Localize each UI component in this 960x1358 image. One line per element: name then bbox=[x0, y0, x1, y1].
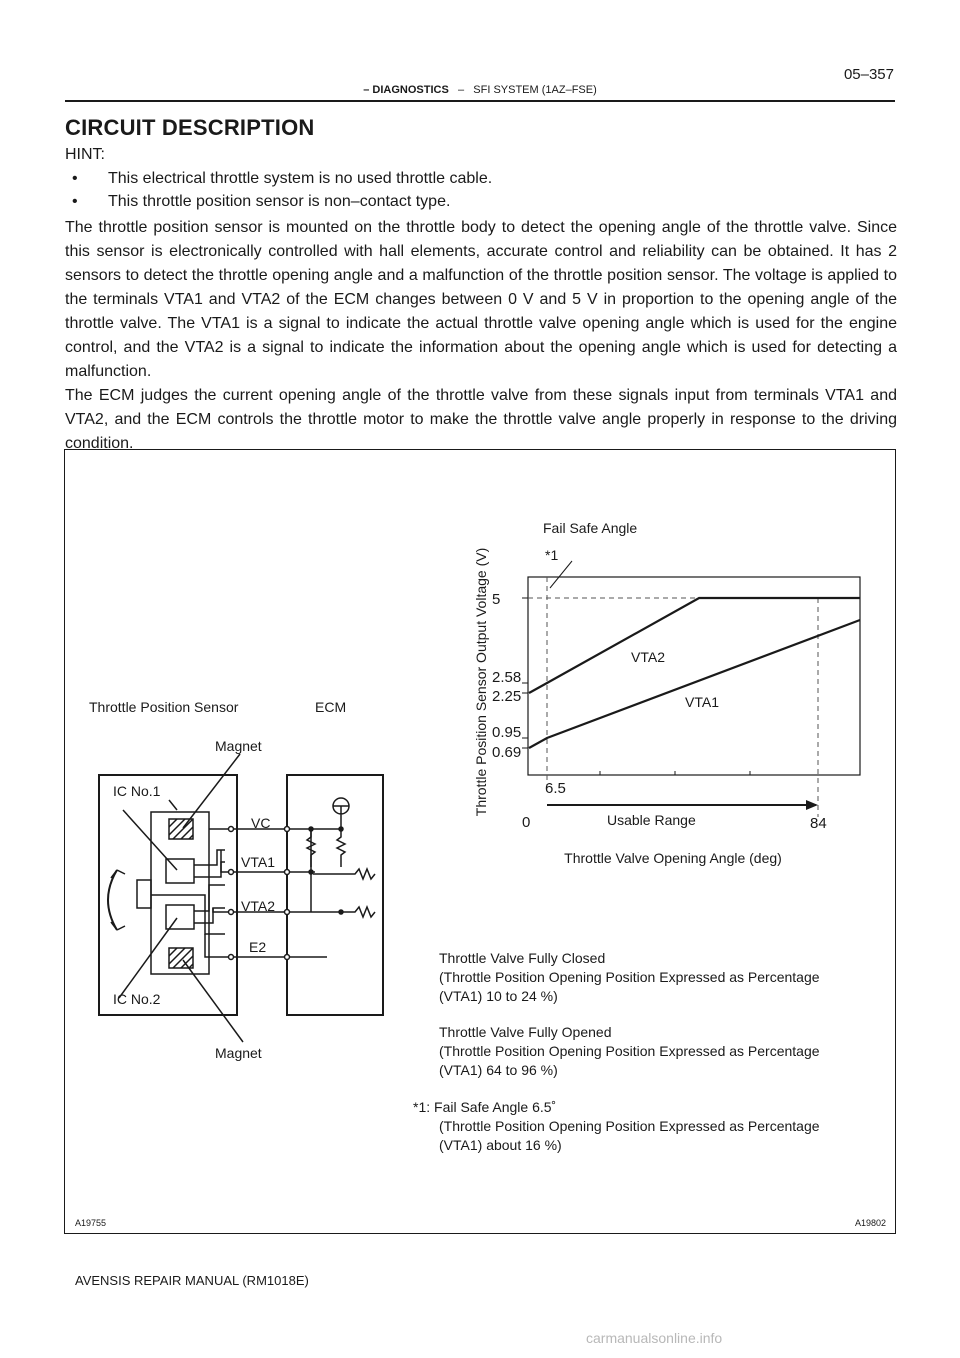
fail-safe-label: Fail Safe Angle bbox=[543, 520, 638, 536]
bullet-icon: • bbox=[72, 193, 78, 210]
series-line-vta1 bbox=[529, 620, 860, 748]
hint-item bbox=[72, 170, 492, 188]
fail-safe-mark: *1 bbox=[545, 547, 559, 563]
magnet-bottom-label: Magnet bbox=[215, 1045, 262, 1061]
note-fail-line1: (Throttle Position Opening Position Expressed as Percentage bbox=[439, 1118, 820, 1134]
section-title: CIRCUIT DESCRIPTION bbox=[65, 115, 315, 140]
y-tick-label: 2.58 bbox=[492, 669, 522, 686]
figure-canvas bbox=[65, 450, 895, 1233]
series-line-vta2 bbox=[529, 598, 860, 693]
shaft bbox=[137, 880, 151, 908]
x-tick-label: 6.5 bbox=[545, 780, 566, 797]
note-closed-line2: (VTA1) 10 to 24 %) bbox=[439, 988, 558, 1004]
note-fail-title: *1: Fail Safe Angle 6.5˚ bbox=[413, 1099, 557, 1115]
x-axis-label: Throttle Valve Opening Angle (deg) bbox=[564, 850, 782, 866]
hint-item bbox=[72, 193, 450, 211]
series-label-vta1: VTA1 bbox=[685, 694, 719, 710]
hint-text: This throttle position sensor is non–contact type. bbox=[108, 193, 451, 210]
sensor-body bbox=[151, 812, 209, 974]
voltage-chart bbox=[473, 520, 860, 866]
hint-label: HINT: bbox=[65, 146, 105, 163]
note-closed-line1: (Throttle Position Opening Position Expressed as Percentage bbox=[439, 969, 820, 985]
note-opened-line1: (Throttle Position Opening Position Expressed as Percentage bbox=[439, 1043, 820, 1059]
note-opened-title: Throttle Valve Fully Opened bbox=[439, 1024, 612, 1040]
header-system: SFI SYSTEM (1AZ–FSE) bbox=[473, 84, 597, 96]
rotation-arrow bbox=[108, 870, 117, 930]
fail-safe-leader bbox=[550, 561, 572, 588]
running-header bbox=[0, 84, 960, 96]
magnet-top bbox=[169, 819, 193, 839]
watermark: carmanualsonline.info bbox=[586, 1330, 723, 1346]
magnet-bottom-leader bbox=[183, 960, 243, 1042]
description-body bbox=[65, 216, 897, 456]
magnet-bottom bbox=[169, 948, 193, 968]
note-closed-title: Throttle Valve Fully Closed bbox=[439, 950, 606, 966]
plot-frame bbox=[528, 577, 860, 775]
paragraph: The throttle position sensor is mounted on the throttle body to detect the opening angle of the throttle valve. Since this sensor is electronically controlled with hall elements, accurate control and reliability can be obtained. It has 2 sensors to detect the throttle opening angle and a malfunction of the throttle position sensor. The voltage is applied to the terminals VTA1 and VTA2 of the ECM changes between 0 V and 5 V in proportion to the opening angle of the throttle valve. The VTA1 is a signal to indicate the actual throttle valve opening angle which is used for the engine control, and the VTA2 is a signal to indicate the information about the opening angle which is used for detecting a malfunction. bbox=[65, 219, 897, 380]
terminal-vta1: VTA1 bbox=[241, 854, 275, 870]
usable-arrow-head bbox=[806, 800, 818, 810]
note-opened-line2: (VTA1) 64 to 96 %) bbox=[439, 1062, 558, 1078]
page-number: 05–357 bbox=[843, 66, 894, 83]
series-label-vta2: VTA2 bbox=[631, 649, 665, 665]
terminal-vta2: VTA2 bbox=[241, 898, 275, 914]
magnet-top-leader bbox=[183, 754, 240, 828]
usable-range-arrow bbox=[547, 800, 818, 810]
y-tick-label: 5 bbox=[492, 591, 501, 608]
ic1-label: IC No.1 bbox=[113, 783, 161, 799]
header-section: – DIAGNOSTICS bbox=[363, 84, 449, 96]
hint-text: This electrical throttle system is no used throttle cable. bbox=[108, 170, 493, 187]
header-separator: – bbox=[457, 84, 465, 96]
magnet-top-label: Magnet bbox=[215, 738, 262, 754]
terminal-e2: E2 bbox=[249, 939, 267, 955]
figure-frame bbox=[64, 449, 896, 1234]
figure-id-left: A19755 bbox=[75, 1218, 107, 1228]
header-rule bbox=[65, 100, 895, 102]
bullet-icon: • bbox=[72, 170, 78, 187]
footer: AVENSIS REPAIR MANUAL (RM1018E) bbox=[75, 1273, 309, 1288]
y-axis-label: Throttle Position Sensor Output Voltage (V) bbox=[473, 547, 489, 817]
note-fail-line2: (VTA1) about 16 %) bbox=[439, 1137, 562, 1153]
notes-block bbox=[413, 950, 820, 1153]
figure-id-right: A19802 bbox=[855, 1218, 887, 1228]
y-tick-label: 0.69 bbox=[492, 744, 522, 761]
usable-range-label: Usable Range bbox=[607, 812, 696, 828]
paragraph: The ECM judges the current opening angle of the throttle valve from these signals input from terminals VTA1 and VTA2, and the ECM controls the throttle motor to make the throttle valve angle properly in response to the driving condition. bbox=[65, 387, 897, 452]
terminal-vc: VC bbox=[251, 815, 271, 831]
ecm-label: ECM bbox=[315, 699, 347, 715]
ic2-label: IC No.2 bbox=[113, 991, 161, 1007]
y-tick-label: 2.25 bbox=[492, 688, 522, 705]
y-tick-label: 0.95 bbox=[492, 724, 522, 741]
ic2-chip bbox=[166, 905, 194, 929]
sensor-label: Throttle Position Sensor bbox=[89, 699, 239, 715]
x-tick-label: 84 bbox=[810, 815, 827, 832]
x-tick-label: 0 bbox=[522, 814, 531, 831]
